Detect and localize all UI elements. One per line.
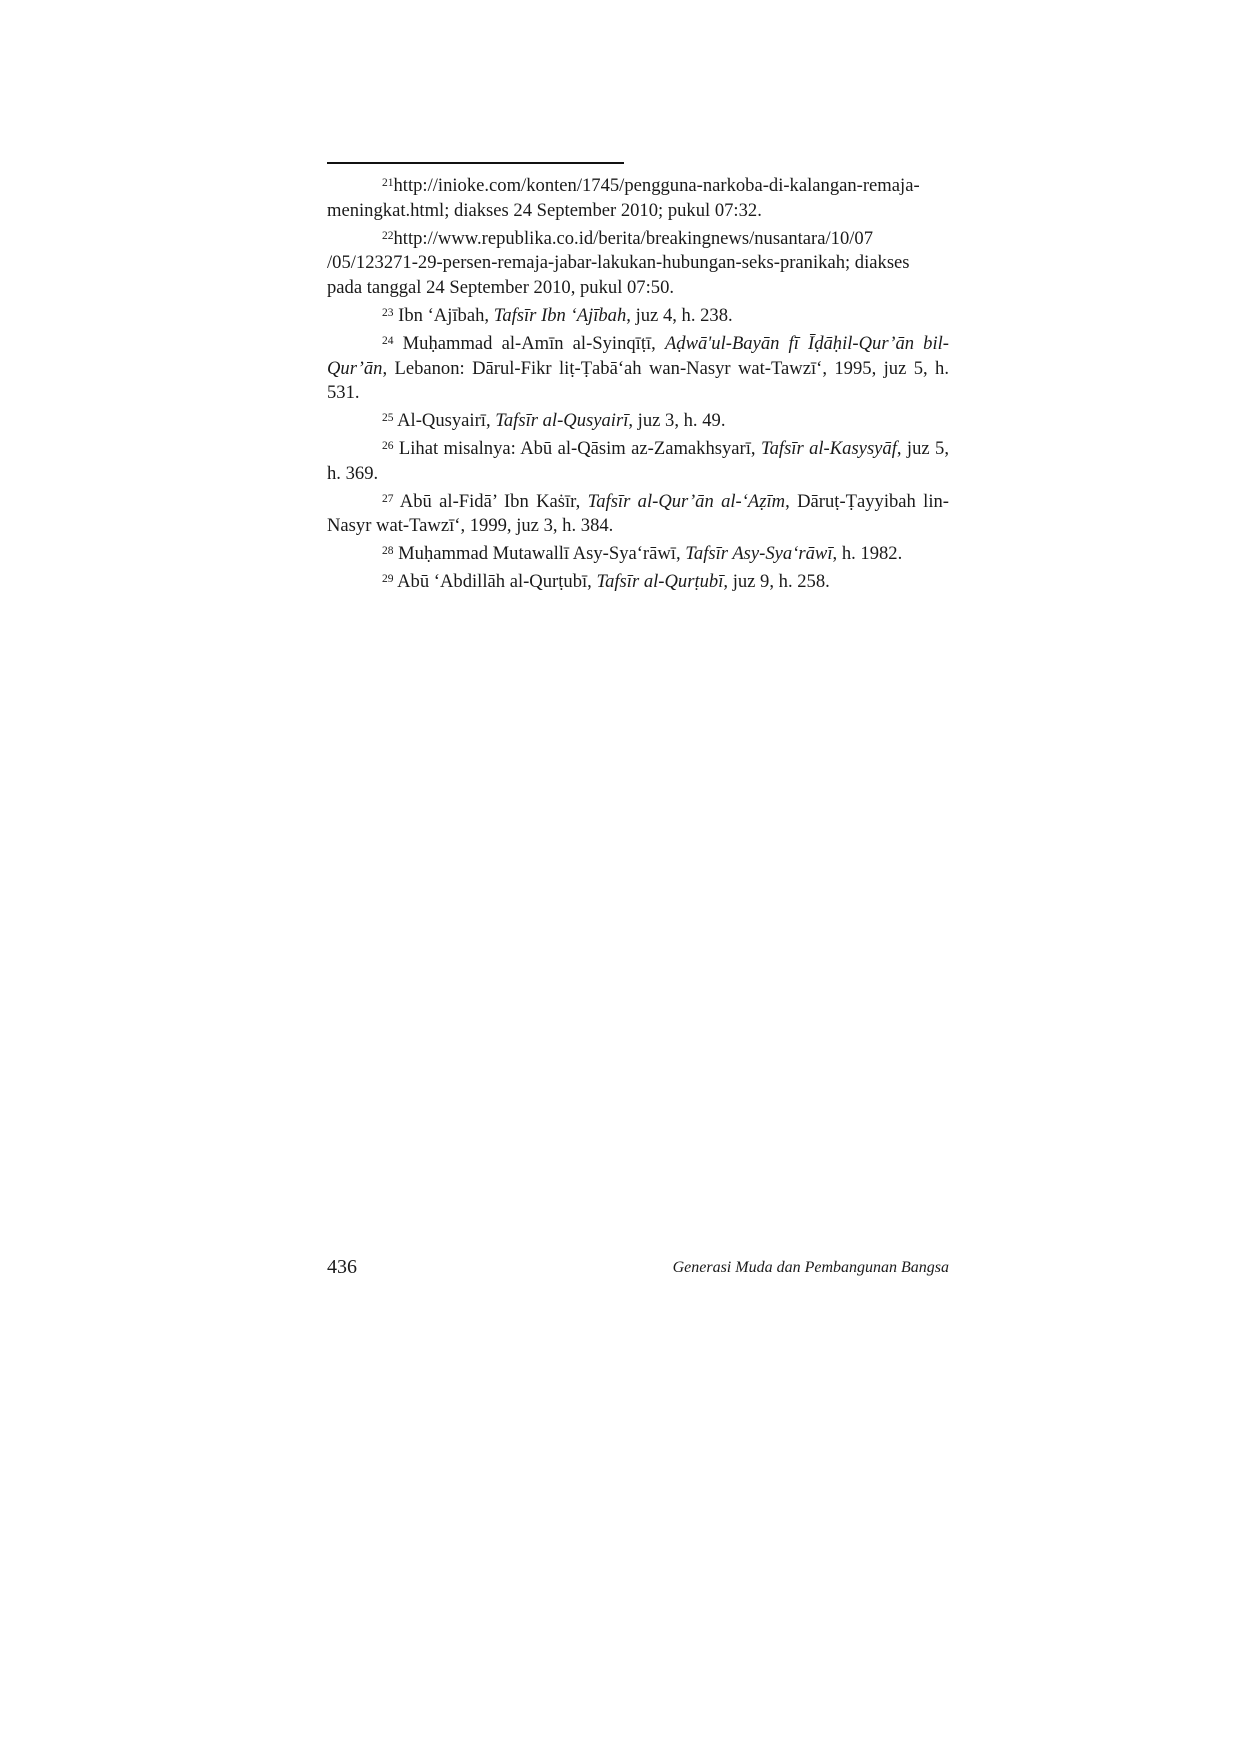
footnote-details: , h. 1982. [832,543,903,565]
footnote-author: Al-Qusyairī, [393,410,496,432]
footnote-23 [327,304,949,329]
footnote-title: Tafsīr Ibn ‘Ajībah [493,304,627,326]
footnote-title: Tafsīr al-Qurṭubī [596,570,724,592]
footnote-author: Muḥammad al-Amīn al-Syinqīṭī, [393,332,665,354]
footnote-number: 29 [382,572,394,585]
footnote-27 [327,490,949,540]
footnote-details: , juz 4, h. 238. [626,304,733,326]
footnotes [327,174,949,598]
footnote-author: Muḥammad Mutawallī Asy-Sya‘rāwī, [393,543,686,565]
footnote-21 [327,174,949,224]
running-title: Generasi Muda dan Pembangunan Bangsa [672,1259,949,1276]
footnote-26 [327,437,949,487]
footnote-text: http://www.republika.co.id/berita/breakingnews/nusantara/10/07 /05/123271-29-persen-remaja-jabar-lakukan-hubungan-seks-pranikah; diakses pada tanggal 24 September 2010, pukul 07:50. [327,227,910,299]
footnote-number: 23 [382,306,394,319]
footnote-author: Abū ‘Abdillāh al-Qurṭubī, [393,570,597,592]
footnote-title: Aḍwā'ul-Bayān fī Īḍāḥil-Qur’ān bil-Qur’ān [327,332,949,379]
footnote-24 [327,332,949,406]
footnote-29 [327,570,949,595]
footnote-details: , Dāruṭ-Ṭayyibah lin-Nasyr wat-Tawzī‘, 1999, juz 3, h. 384. [327,490,949,537]
footnote-number: 28 [382,545,394,558]
footnote-22 [327,227,949,301]
footnote-title: Tafsīr Asy-Sya‘rāwī [685,543,833,565]
footnote-number: 24 [382,334,394,347]
footnote-title: Tafsīr al-Qusyairī [495,410,629,432]
footnote-details: , juz 3, h. 49. [628,410,726,432]
page-footer [327,1256,949,1286]
footnote-25 [327,409,949,434]
footnote-number: 26 [382,439,394,452]
footnote-title: Tafsīr al-Qur’ān al-‘Aẓīm [587,490,786,512]
footnote-author: Ibn ‘Ajībah, [393,304,494,326]
footnote-separator [327,162,624,164]
footnote-author: Lihat misalnya: Abū al-Qāsim az-Zamakhsyarī, [393,437,761,459]
footnote-number: 25 [382,412,394,425]
footnote-28 [327,542,949,567]
footnote-author: Abū al-Fidā’ Ibn Kaṡīr, [393,490,588,512]
footnote-number: 21 [382,177,394,189]
footnote-number: 27 [382,492,394,505]
page-number: 436 [327,1256,357,1278]
footnote-details: , juz 5, h. 369. [327,437,949,484]
footnote-title: Tafsīr al-Kasysyāf [760,437,897,459]
footnote-details: , juz 9, h. 258. [723,570,830,592]
footnote-text: http://inioke.com/konten/1745/pengguna-narkoba-di-kalangan-remaja-meningkat.html; diakses 24 September 2010; pukul 07:32. [327,175,920,221]
footnote-number: 22 [382,229,394,242]
footnote-details: , Lebanon: Dārul-Fikr liṭ-Ṭabā‘ah wan-Nasyr wat-Tawzī‘, 1995, juz 5, h. 531. [327,357,949,404]
